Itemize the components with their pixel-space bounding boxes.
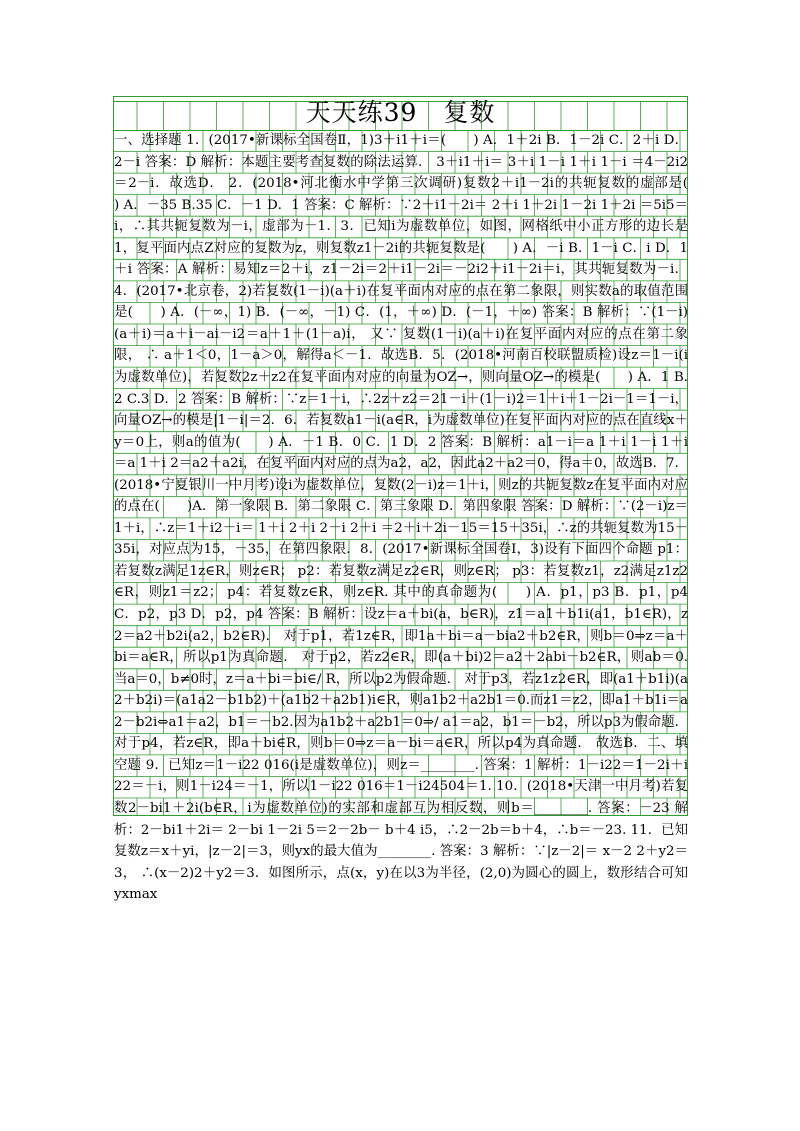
- exercise-body-text: 一、选择题 1．(2017•新课标全国卷Ⅱ，1)3＋i1＋i＝( ) A．1＋2i B．1－2i C．2＋i D．2－i 答案：D 解析：本题主要考查复数的除法运算． 3＋i1＋i＝ 3＋i 1－i 1＋i 1－i ＝4－2i2＝2－i．故选D． 2．(2018•河北衡水中学第三次调研)复数2＋i1－2i的共轭复数的虚部是( ) A．－35 B.35 C．－1 D．1 答案：C 解析：∵2＋i1－2i＝ 2＋i 1＋2i 1－2i 1＋2i ＝5i5＝i，∴其共轭复数为－i，虚部为－1．3．已知i为虚数单位，如图，网格纸中小正方形的边长是1，复平面内点Z对应的复数为z，则复数z1－2i的共轭复数是( ) A．－i B．1－i C．i D．1＋i 答案：A 解析：易知z＝2＋i，z1－2i＝2＋i1－2i＝－2i2＋i1－2i＝i，其共轭复数为－i．4．(2017•北京卷，2)若复数(1－i)(a＋i)在复平面内对应的点在第二象限，则实数a的取值范围是( ) A．(－∞，1) B．(－∞，－1) C．(1，＋∞) D．(－1，＋∞) 答案：B 解析：∵(1－i)(a＋i)＝a＋i－ai－i2＝a＋1＋(1－a)i， 又∵ 复数(1－i)(a＋i)在复平面内对应的点在第二象限， ∴ a＋1＜0，1－a＞0，解得a＜－1．故选B．5．(2018•河南百校联盟质检)设z＝1－i(i为虚数单位)，若复数2z＋z2在复平面内对应的向量为OZ→，则向量OZ→的模是( ) A．1 B.2 C.3 D．2 答案：B 解析：∵z＝1－i，∴2z＋z2＝21－i＋(1－i)2＝1＋i＋1－2i－1＝1－i，向量OZ→的模是|1－i|＝2．6．若复数a1－i(a∈R，i为虚数单位)在复平面内对应的点在直线x＋y＝0上，则a的值为( ) A．－1 B．0 C．1 D．2 答案：B 解析：a1－i＝a 1＋i 1－i 1＋i ＝a 1＋i 2＝a2＋a2i，在复平面内对应的点为a2，a2，因此a2＋a2＝0，得a＝0，故选B．7．(2018•宁夏银川一中月考)设i为虚数单位，复数(2－i)z＝1＋i，则z的共轭复数z在复平面内对应的点在( )A．第一象限 B．第二象限 C．第三象限 D．第四象限 答案：D 解析：∵(2－i)z＝1＋i，∴z＝1＋i2－i＝ 1＋i 2＋i 2－i 2＋i ＝2＋i＋2i－15＝15＋35i，∴z的共轭复数为15－35i，对应点为15，－35，在第四象限．8．(2017•新课标全国卷Ⅰ，3)设有下面四个命题 p1：若复数z满足1z∈R，则z∈R； p2：若复数z满足z2∈R，则z∈R； p3：若复数z1，z2满足z1z2∈R，则z1＝z2； p4：若复数z∈R，则z∈R. 其中的真命题为( ) A．p1，p3 B．p1，p4 C．p2，p3 D．p2，p4 答案：B 解析：设z＝a＋bi(a，b∈R)，z1＝a1＋b1i(a1，b1∈R)，z2＝a2＋b2i(a2，b2∈R)． 对于p1，若1z∈R，即1a＋bi＝a－bia2＋b2∈R，则b＝0⇒z＝a＋bi＝a∈R，所以p1为真命题． 对于p2，若z2∈R，即(a＋bi)2＝a2＋2abi－b2∈R，则ab＝0.当a＝0，b≠0时，z＝a＋bi＝bi∈/ R，所以p2为假命题． 对于p3，若z1z2∈R，即(a1＋b1i)(a2＋b2i)＝(a1a2－b1b2)＋(a1b2＋a2b1)i∈R，则a1b2＋a2b1＝0.而z1＝z2，即a1＋b1i＝a2－b2i⇔a1＝a2，b1＝－b2.因为a1b2＋a2b1＝0⇒/ a1＝a2，b1＝－b2，所以p3为假命题． 对于p4，若z∈R，即a＋bi∈R，则b＝0⇒z＝a－bi＝a∈R，所以p4为真命题． 故选B．二、填空题 9．已知z＝1－i22 016(i是虚数单位)，则z＝________. 答案：1 解析：1－i22＝1－2i＋i22＝－i，则1－i24＝－1，所以1－i22 016＝1－i24504＝1. 10．(2018•天津一中月考)若复数2－bi1＋2i(b∈R，i为虚数单位)的实部和虚部互为相反数，则b＝________. 答案：－23 解析：2－bi1＋2i＝ 2－bi 1－2i 5＝2－2b－ b＋4 i5，∴2－2b＝b＋4，∴b＝－23. 11．已知复数z＝x＋yi，|z－2|＝3，则yx的最大值为________. 答案：3 解析：∵|z－2|＝ x－2 2＋y2＝3， ∴(x－2)2＋y2＝3．如图所示，点(x，y)在以3为半径，(2,0)为圆心的圆上，数形结合可知yxmax: [114, 133, 715, 903]
- page-title: 天天练39 复数: [305, 98, 496, 127]
- document-page: [113, 96, 715, 903]
